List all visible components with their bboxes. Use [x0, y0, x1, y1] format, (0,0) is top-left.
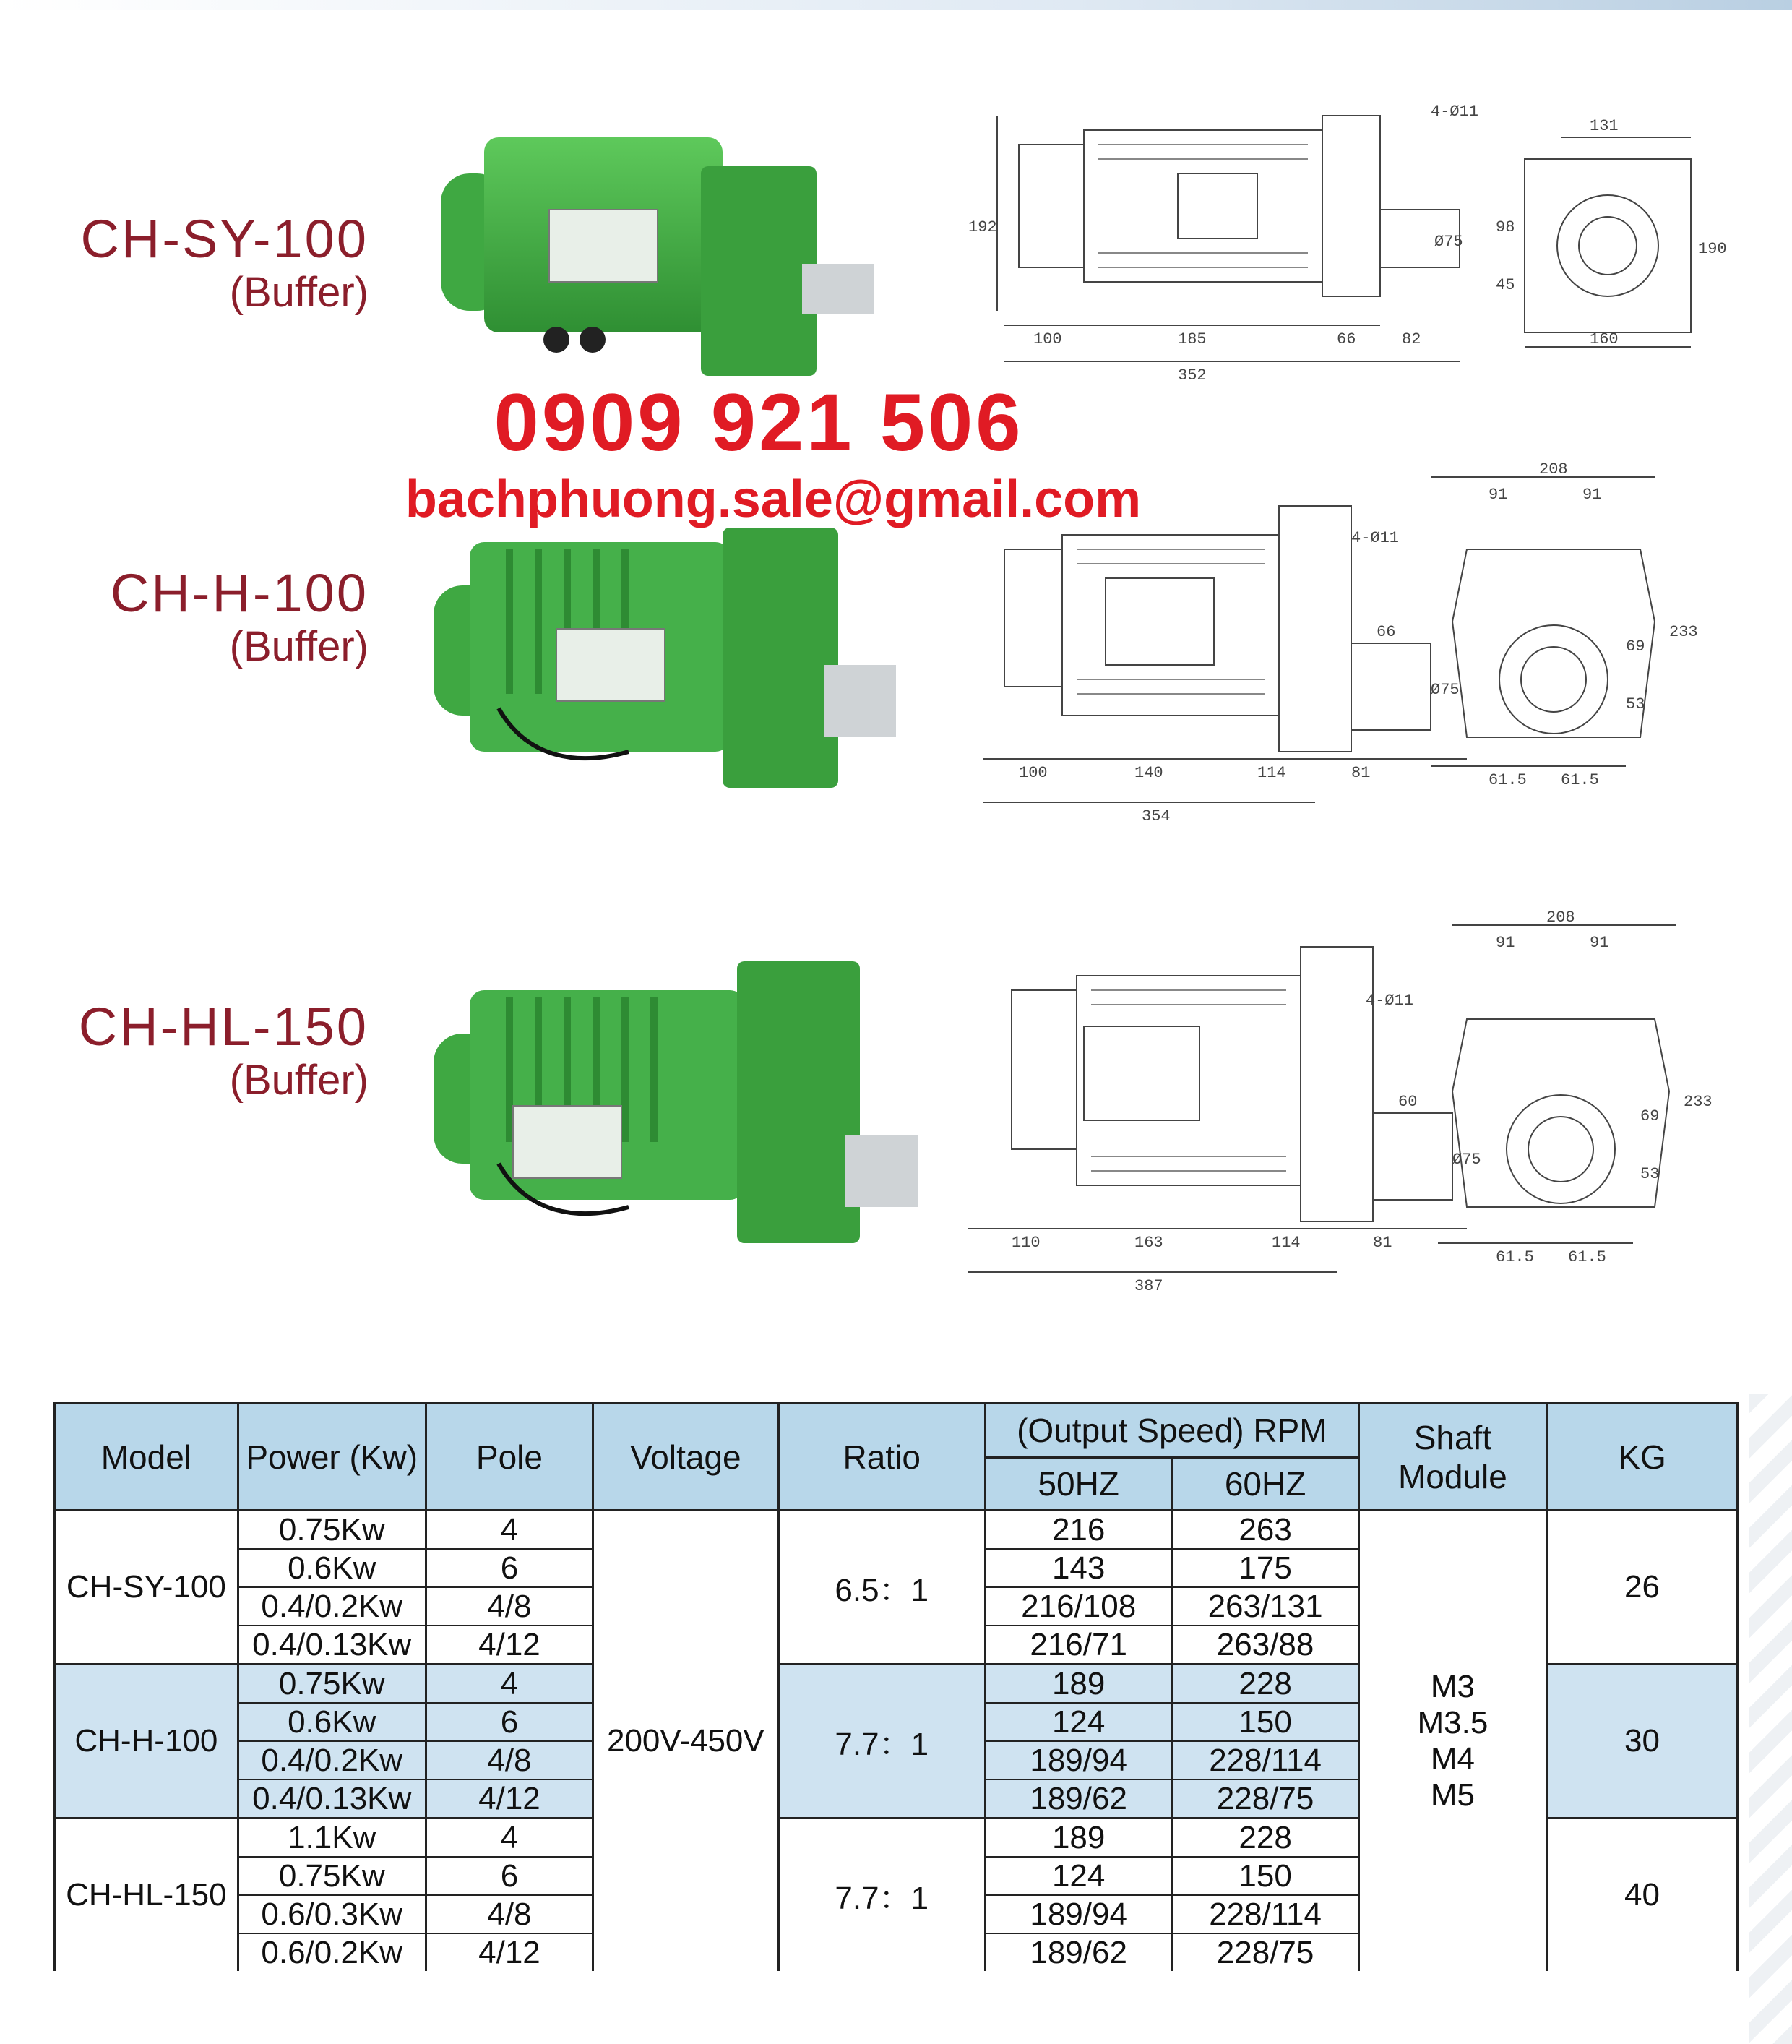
motor-photo-ch-sy-100	[412, 123, 903, 376]
speed-60hz-cell: 263/131	[1172, 1587, 1358, 1626]
speed-50hz-cell: 189/94	[985, 1741, 1171, 1779]
speed-60hz-cell: 228/114	[1172, 1741, 1358, 1779]
speed-50hz-cell: 216/108	[985, 1587, 1171, 1626]
dim-label: 131	[1590, 117, 1619, 135]
speed-50hz-cell: 216/71	[985, 1626, 1171, 1665]
power-cell: 1.1Kw	[238, 1818, 426, 1858]
speed-60hz-cell: 150	[1172, 1703, 1358, 1741]
model-note: (Buffer)	[229, 269, 369, 316]
model-title-ch-hl-150	[65, 997, 369, 1104]
dim-label: 61.5	[1489, 771, 1527, 789]
speed-60hz-cell: 175	[1172, 1549, 1358, 1587]
speed-60hz-cell: 228/75	[1172, 1779, 1358, 1818]
dim-label: 61.5	[1561, 771, 1599, 789]
model-title-ch-sy-100	[65, 210, 369, 317]
dim-label: 53	[1640, 1165, 1660, 1183]
speed-50hz-cell: 189/94	[985, 1895, 1171, 1933]
pole-cell: 4	[426, 1818, 593, 1858]
pole-cell: 4	[426, 1665, 593, 1704]
speed-60hz-cell: 228/75	[1172, 1933, 1358, 1971]
pole-cell: 4	[426, 1511, 593, 1550]
decorative-stripes	[1749, 1394, 1792, 2044]
power-cell: 0.6/0.3Kw	[238, 1895, 426, 1933]
speed-50hz-cell: 143	[985, 1549, 1171, 1587]
speed-50hz-cell: 124	[985, 1857, 1171, 1895]
table-row	[55, 1511, 1738, 1550]
pole-cell: 4/12	[426, 1626, 593, 1665]
power-cell: 0.4/0.2Kw	[238, 1741, 426, 1779]
pole-cell: 6	[426, 1549, 593, 1587]
dim-label: 233	[1669, 623, 1698, 641]
power-cell: 0.6/0.2Kw	[238, 1933, 426, 1971]
dim-label: 82	[1402, 330, 1421, 348]
dim-label: Ø75	[1434, 233, 1463, 251]
dim-label: 4-Ø11	[1431, 103, 1479, 121]
voltage-cell: 200V-450V	[593, 1511, 778, 1972]
dim-label: 98	[1496, 218, 1515, 236]
dim-label: 233	[1684, 1093, 1713, 1111]
speed-60hz-cell: 263/88	[1172, 1626, 1358, 1665]
speed-50hz-cell: 124	[985, 1703, 1171, 1741]
dim-label: 81	[1351, 764, 1371, 782]
speed-60hz-cell: 228	[1172, 1665, 1358, 1704]
dim-label: 114	[1272, 1234, 1301, 1252]
ratio-cell: 7.7：1	[778, 1665, 985, 1818]
model-cell: CH-HL-150	[55, 1818, 238, 1972]
power-cell: 0.4/0.13Kw	[238, 1779, 426, 1818]
dim-label: 140	[1134, 764, 1163, 782]
pole-cell: 4/8	[426, 1741, 593, 1779]
power-cell: 0.6Kw	[238, 1703, 426, 1741]
dim-label: 208	[1539, 460, 1568, 478]
dim-label: 91	[1489, 486, 1508, 504]
shaft-module-cell: M3 M3.5 M4 M5	[1358, 1511, 1546, 1972]
dim-label: 110	[1012, 1234, 1041, 1252]
model-cell: CH-SY-100	[55, 1511, 238, 1665]
header-50hz: 50HZ	[985, 1458, 1171, 1511]
model-note: (Buffer)	[229, 623, 369, 670]
dim-label: 160	[1590, 330, 1619, 348]
dim-label: 208	[1546, 909, 1575, 927]
dim-label: 354	[1142, 807, 1171, 825]
dim-label: 45	[1496, 276, 1515, 294]
power-cell: 0.75Kw	[238, 1511, 426, 1550]
model-note: (Buffer)	[229, 1057, 369, 1104]
dim-label: 53	[1626, 695, 1645, 713]
model-name: CH-HL-150	[78, 997, 369, 1057]
dim-label: 91	[1496, 934, 1515, 952]
dim-label: 91	[1590, 934, 1609, 952]
dim-label: 61.5	[1496, 1248, 1534, 1266]
top-gradient-bar	[0, 0, 1792, 10]
speed-60hz-cell: 150	[1172, 1857, 1358, 1895]
pole-cell: 4/8	[426, 1895, 593, 1933]
ratio-cell: 7.7：1	[778, 1818, 985, 1972]
contact-email: bachphuong.sale@gmail.com	[405, 471, 1142, 528]
dim-label: 387	[1134, 1277, 1163, 1295]
motor-photo-ch-hl-150	[412, 954, 918, 1258]
speed-50hz-cell: 216	[985, 1511, 1171, 1550]
power-cell: 0.75Kw	[238, 1665, 426, 1704]
dim-label: 69	[1626, 637, 1645, 656]
model-title-ch-h-100	[65, 564, 369, 671]
model-cell: CH-H-100	[55, 1665, 238, 1818]
dim-label: 114	[1257, 764, 1286, 782]
speed-50hz-cell: 189	[985, 1818, 1171, 1858]
kg-cell: 40	[1547, 1818, 1738, 1972]
dim-label: 81	[1373, 1234, 1392, 1252]
model-name: CH-SY-100	[80, 209, 369, 269]
power-cell: 0.6Kw	[238, 1549, 426, 1587]
header-kg: KG	[1547, 1404, 1738, 1511]
pole-cell: 4/8	[426, 1587, 593, 1626]
speed-50hz-cell: 189	[985, 1665, 1171, 1704]
pole-cell: 4/12	[426, 1933, 593, 1971]
power-cell: 0.4/0.2Kw	[238, 1587, 426, 1626]
dim-label: 69	[1640, 1107, 1660, 1125]
motor-photo-ch-h-100	[412, 520, 903, 795]
kg-cell: 26	[1547, 1511, 1738, 1665]
dim-label: 192	[968, 218, 997, 236]
dim-label: Ø75	[1431, 681, 1460, 699]
speed-50hz-cell: 189/62	[985, 1933, 1171, 1971]
pole-cell: 6	[426, 1703, 593, 1741]
pole-cell: 4/12	[426, 1779, 593, 1818]
header-ratio: Ratio	[778, 1404, 985, 1511]
header-voltage: Voltage	[593, 1404, 778, 1511]
dim-label: 91	[1582, 486, 1602, 504]
speed-50hz-cell: 189/62	[985, 1779, 1171, 1818]
speed-60hz-cell: 263	[1172, 1511, 1358, 1550]
dim-label: 4-Ø11	[1366, 992, 1414, 1010]
header-output-speed: (Output Speed) RPM	[985, 1404, 1358, 1458]
dim-label: 100	[1019, 764, 1048, 782]
contact-phone: 0909 921 506	[494, 377, 1024, 468]
spec-table	[53, 1402, 1739, 1971]
drawing-ch-sy-100	[961, 87, 1727, 390]
dim-label: 163	[1134, 1234, 1163, 1252]
dim-label: 61.5	[1568, 1248, 1606, 1266]
dim-label: 66	[1337, 330, 1356, 348]
dim-label: 352	[1178, 366, 1207, 385]
kg-cell: 30	[1547, 1665, 1738, 1818]
pole-cell: 6	[426, 1857, 593, 1895]
drawing-ch-hl-150	[947, 911, 1720, 1301]
header-power: Power (Kw)	[238, 1404, 426, 1511]
dim-label: 100	[1033, 330, 1062, 348]
dim-label: 4-Ø11	[1351, 529, 1400, 547]
header-60hz: 60HZ	[1172, 1458, 1358, 1511]
dim-label: 60	[1398, 1093, 1418, 1111]
header-shaft-module: Shaft Module	[1358, 1404, 1546, 1511]
ratio-cell: 6.5：1	[778, 1511, 985, 1665]
dim-label: Ø75	[1452, 1151, 1481, 1169]
speed-60hz-cell: 228	[1172, 1818, 1358, 1858]
header-pole: Pole	[426, 1404, 593, 1511]
spec-table-body	[55, 1511, 1738, 1972]
header-model: Model	[55, 1404, 238, 1511]
dim-label: 190	[1698, 240, 1727, 258]
dim-label: 185	[1178, 330, 1207, 348]
power-cell: 0.4/0.13Kw	[238, 1626, 426, 1665]
model-name: CH-H-100	[110, 563, 369, 623]
power-cell: 0.75Kw	[238, 1857, 426, 1895]
dim-label: 66	[1377, 623, 1396, 641]
speed-60hz-cell: 228/114	[1172, 1895, 1358, 1933]
